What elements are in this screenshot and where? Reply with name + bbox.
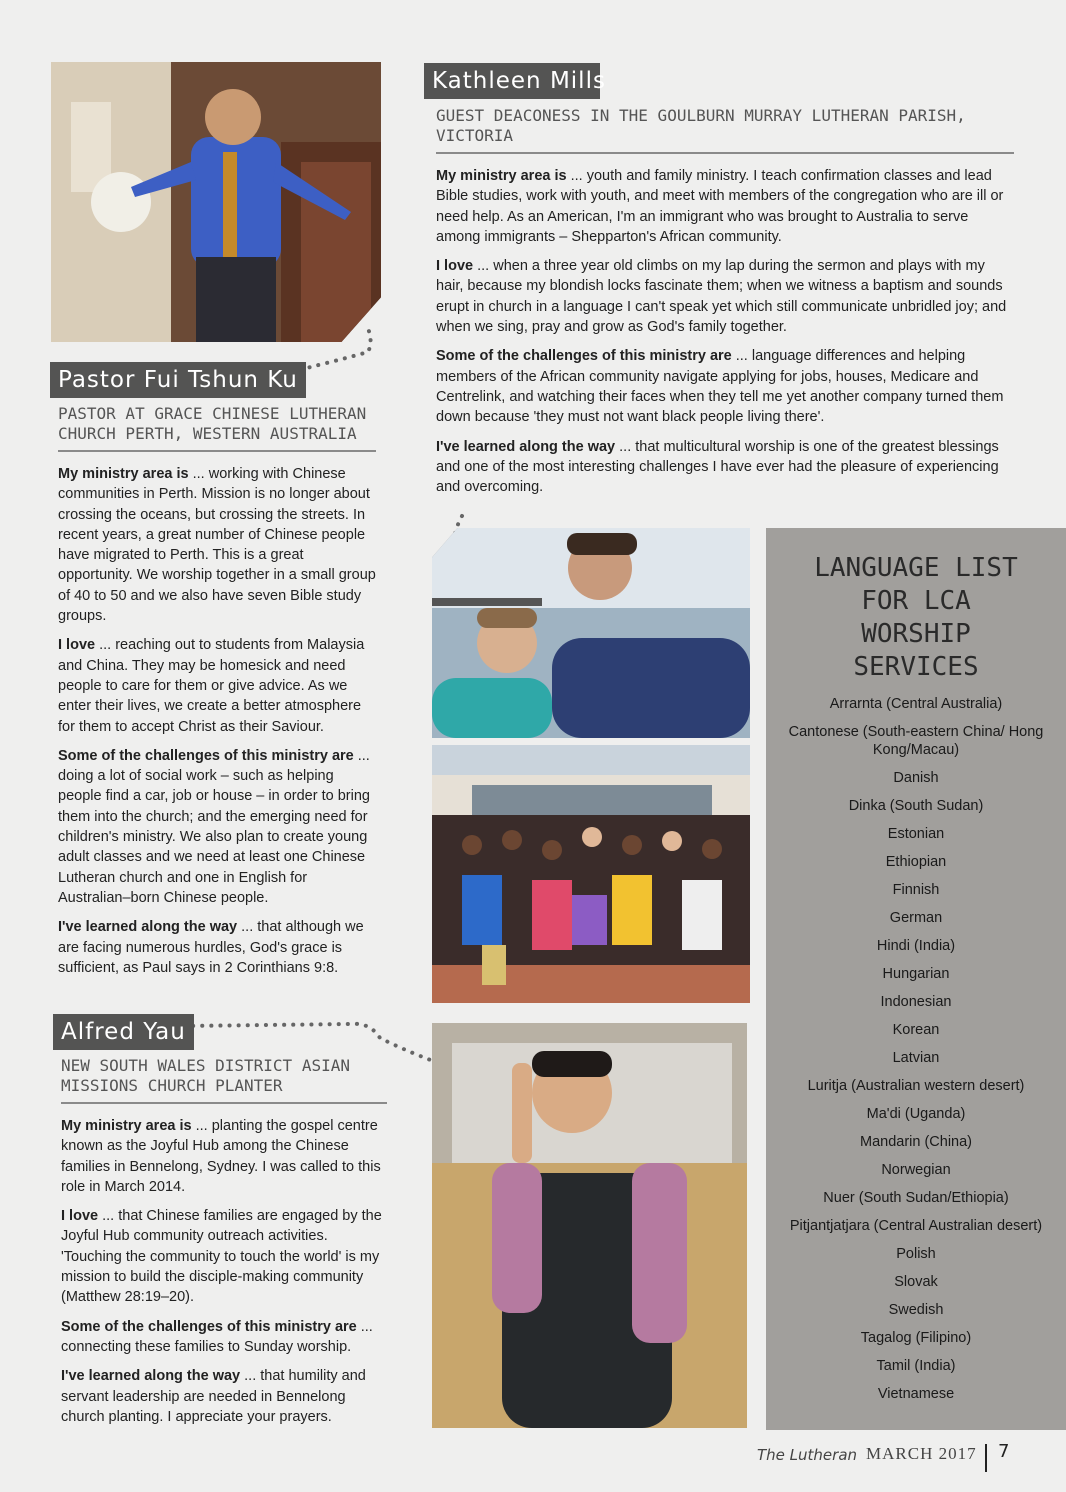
language-list-item: Swedish xyxy=(888,1301,944,1318)
fui-name: Pastor Fui Tshun Ku xyxy=(58,367,298,393)
footer-issue: MARCH 2017 xyxy=(866,1444,977,1463)
language-list-item: Hungarian xyxy=(882,965,950,982)
photo-alfred-illustration xyxy=(432,1023,747,1428)
fui-p2-lead: I love xyxy=(58,637,96,654)
language-list-item: Luritja (Australian western desert) xyxy=(807,1077,1025,1094)
photo-pastor-fui xyxy=(51,62,381,342)
footer-divider xyxy=(985,1444,987,1472)
kathleen-paragraph-1 xyxy=(436,166,1016,247)
fui-p4-lead: I've learned along the way xyxy=(58,919,238,936)
footer-publication: The Lutheran xyxy=(757,1446,858,1464)
language-list-item: Finnish xyxy=(892,881,940,898)
language-list-item: Tamil (India) xyxy=(876,1357,956,1374)
alfred-p2-lead: I love xyxy=(61,1208,99,1225)
language-list-item: Pitjantjatjara (Central Australian desert) xyxy=(789,1217,1043,1234)
kathleen-name: Kathleen Mills xyxy=(432,68,606,94)
kathleen-p1-lead: My ministry area is xyxy=(436,168,567,184)
alfred-paragraph-2 xyxy=(61,1206,391,1307)
kathleen-p3-text: ... language differences and helping members of the African community navigate applying for jobs, houses, Medicare and Centrelink, and watching their faces when they tell me yet another company turned them down because 'they must not want black people living there'. xyxy=(436,348,1004,426)
language-list-item: Ma'di (Uganda) xyxy=(866,1105,966,1122)
language-list-item: Cantonese (South-eastern China/ Hong Kong/Macau) xyxy=(788,724,1044,758)
alfred-p4-text: ... that humility and servant leadership are needed in Bennelong church planting. I appreciate your prayers. xyxy=(61,1368,366,1425)
kathleen-p2-text: ... when a three year old climbs on my lap during the sermon and plays with my hair, because my blondish locks fascinate them; when we witness a baptism and sounds erupt in church in a language I can't speak yet which still communicate unbridled joy; and when we sing, pray and grow as God's family together. xyxy=(436,258,1007,336)
language-list-item: Korean xyxy=(892,1021,940,1038)
photo-pastor-fui-illustration xyxy=(51,62,381,342)
alfred-name: Alfred Yau xyxy=(61,1019,186,1045)
footer xyxy=(700,1440,1030,1474)
fui-p4-text: ... that although we are facing numerous hurdles, God's grace is sufficient, as Paul says in 2 Corinthians 9:8. xyxy=(58,919,364,976)
language-list-item: Vietnamese xyxy=(877,1385,955,1402)
photo-community-illustration xyxy=(432,745,750,1003)
alfred-paragraph-4 xyxy=(61,1366,391,1427)
kathleen-p3-lead: Some of the challenges of this ministry are xyxy=(436,348,732,365)
fui-p3-text: ... doing a lot of social work – such as helping people find a car, job or house – in order to bring them into the church; and the emerging need for children's ministry. We also plan to create young adult classes and we need at least one Chinese Lutheran church and one in English for Australian–born Chinese people. xyxy=(58,747,370,906)
language-list-item: Slovak xyxy=(894,1273,938,1290)
alfred-p1-text: ... planting the gospel centre known as the Joyful Hub among the Chinese families in Bennelong, Sydney. I was called to this role in March 2014. xyxy=(61,1118,381,1195)
kathleen-body xyxy=(436,166,1016,506)
photo-kathleen-couple xyxy=(432,528,750,738)
language-list-item: Norwegian xyxy=(881,1161,951,1178)
alfred-name-tag xyxy=(53,1014,194,1050)
fui-name-tag xyxy=(50,362,306,398)
language-list-item: Estonian xyxy=(887,825,945,842)
alfred-p3-lead: Some of the challenges of this ministry are xyxy=(61,1318,357,1335)
fui-p1-text: ... working with Chinese communities in Perth. Mission is no longer about crossing the oceans, but crossing the streets. In recent years, a great number of Chinese people have migrated to Perth. This is a great opportunity. We worship together in a small group of 40 to 50 and we also have seven Bible study groups. xyxy=(58,466,376,625)
language-list-item: Nuer (South Sudan/Ethiopia) xyxy=(823,1189,1009,1206)
alfred-p4-lead: I've learned along the way xyxy=(61,1368,241,1385)
language-list-item: Ethiopian xyxy=(885,853,947,870)
language-list-item: Arrarnta (Central Australia) xyxy=(829,696,1003,712)
kathleen-p4-lead: I've learned along the way xyxy=(436,438,616,455)
alfred-role: NEW SOUTH WALES DISTRICT ASIAN MISSIONS CHURCH PLANTER xyxy=(61,1056,387,1104)
language-list-box xyxy=(766,528,1066,1430)
language-list-item: Indonesian xyxy=(880,993,952,1010)
fui-p1-lead: My ministry area is xyxy=(58,466,189,482)
alfred-p3-text: ... connecting these families to Sunday worship. xyxy=(61,1318,373,1355)
alfred-paragraph-1 xyxy=(61,1116,391,1197)
kathleen-paragraph-3 xyxy=(436,346,1016,427)
alfred-body xyxy=(61,1116,391,1436)
language-list-item: Danish xyxy=(893,769,939,786)
alfred-p1-lead: My ministry area is xyxy=(61,1118,192,1134)
alfred-p2-text: ... that Chinese families are engaged by the Joyful Hub community outreach activities. 'Touching the community to touch the world' is my mission to build the disciple-making community (Matthew 28:19–20). xyxy=(61,1208,382,1306)
kathleen-p1-text: ... youth and family ministry. I teach confirmation classes and lead Bible studies, work with youth, and meet with members of the congregation who are ill or need help. As an American, I'm an immigrant who was brought to Australia to serve among immigrants – Shepparton's African community. xyxy=(436,168,1004,245)
photo-alfred xyxy=(432,1023,747,1428)
language-list xyxy=(766,696,1066,1403)
kathleen-name-tag xyxy=(424,63,606,99)
fui-paragraph-1 xyxy=(58,464,380,626)
fui-role: PASTOR AT GRACE CHINESE LUTHERAN CHURCH PERTH, WESTERN AUSTRALIA xyxy=(58,404,376,452)
kathleen-paragraph-4 xyxy=(436,437,1016,498)
photo-couple-illustration xyxy=(432,528,750,738)
fui-paragraph-2 xyxy=(58,635,380,736)
footer-page-number: 7 xyxy=(998,1441,1010,1462)
fui-paragraph-3 xyxy=(58,746,380,908)
language-list-item: Dinka (South Sudan) xyxy=(848,797,984,814)
language-list-title: LANGUAGE LIST FOR LCA WORSHIP SERVICES xyxy=(814,553,1018,682)
kathleen-p4-text: ... that multicultural worship is one of the greatest blessings and one of the most interesting challenges I have ever had the pleasure of experiencing and overcoming. xyxy=(436,438,999,496)
kathleen-role: GUEST DEACONESS IN THE GOULBURN MURRAY LUTHERAN PARISH, VICTORIA xyxy=(436,106,1014,154)
language-list-item: German xyxy=(889,909,943,926)
language-list-item: Polish xyxy=(896,1245,936,1262)
kathleen-paragraph-2 xyxy=(436,256,1016,337)
language-list-item: Tagalog (Filipino) xyxy=(860,1329,972,1346)
photo-african-community xyxy=(432,745,750,1003)
fui-paragraph-4 xyxy=(58,917,380,978)
fui-body xyxy=(58,464,380,987)
language-list-item: Hindi (India) xyxy=(876,937,956,954)
fui-p3-lead: Some of the challenges of this ministry are xyxy=(58,747,354,764)
fui-p2-text: ... reaching out to students from Malaysia and China. They may be homesick and need people to care for them or give advice. As we enter their lives, we create a better atmosphere for them to accept Christ as their Saviour. xyxy=(58,637,365,735)
alfred-paragraph-3 xyxy=(61,1317,391,1358)
language-list-item: Mandarin (China) xyxy=(859,1133,973,1150)
language-list-item: Latvian xyxy=(892,1049,940,1066)
kathleen-p2-lead: I love xyxy=(436,258,474,275)
